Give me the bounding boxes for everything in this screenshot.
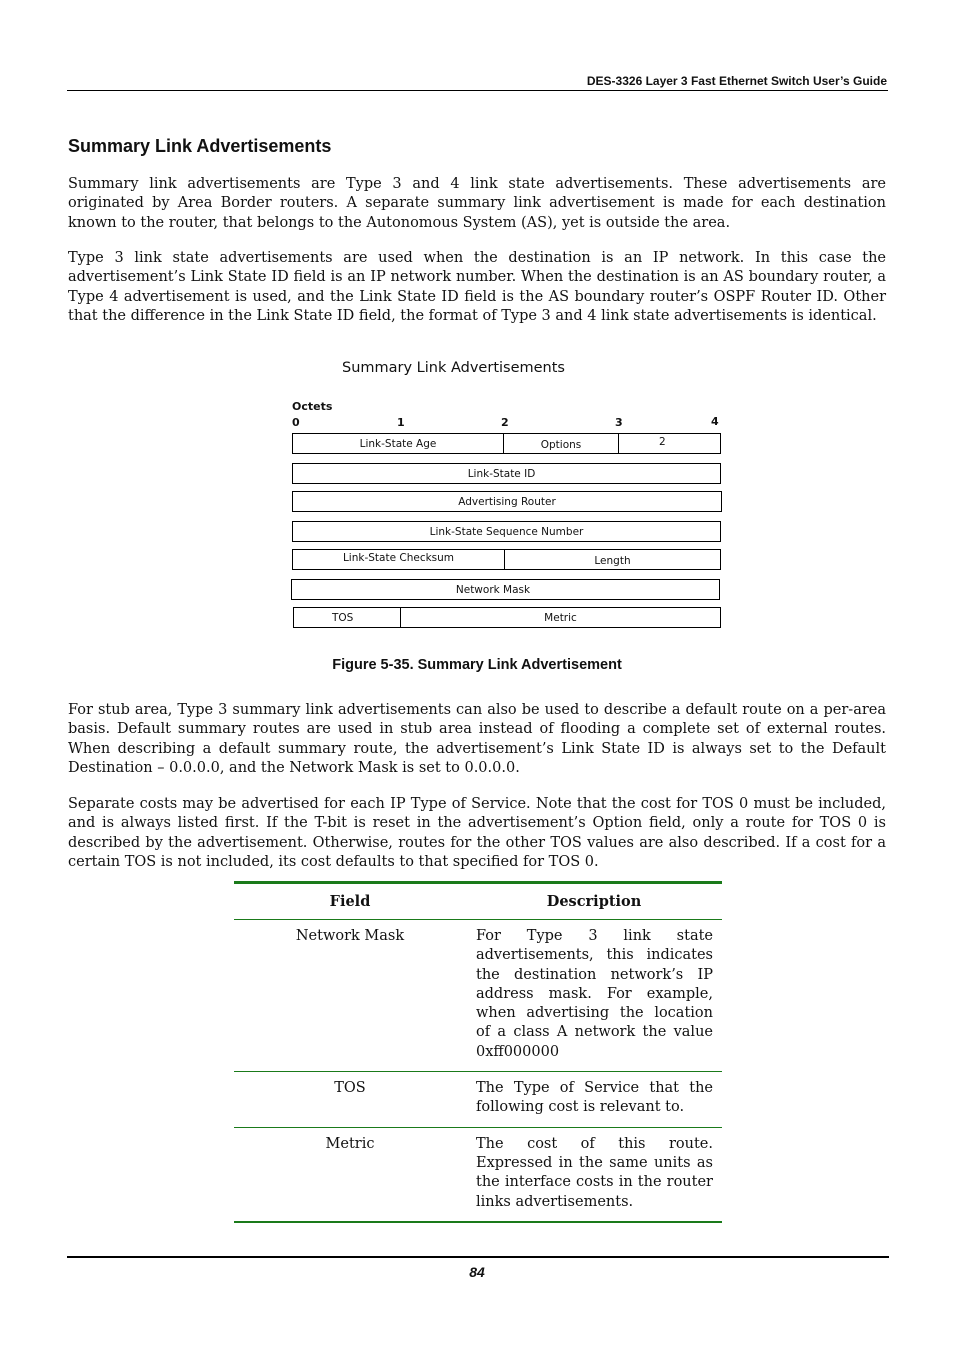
- page-number: 84: [469, 1264, 485, 1280]
- field-options: Options: [503, 434, 618, 453]
- field-link-state-age: Link-State Age: [359, 437, 437, 450]
- diagram-title: Summary Link Advertisements: [342, 360, 565, 376]
- diagram-row-checksum-length: [292, 549, 721, 570]
- field-advertising-router: Advertising Router: [458, 495, 556, 508]
- octet-tick-3: 3: [615, 416, 623, 429]
- diagram-row-sequence-number: [292, 521, 721, 542]
- field-network-mask: Network Mask: [455, 583, 531, 596]
- paragraph-intro: Summary link advertisements are Type 3 and 4 link state advertisements. These advertisements are originated by Area Border routers. A separate summary link advertisement is made for each destination known to the router, that belongs to the Autonomous System (AS), yet is outside the area.: [68, 176, 886, 231]
- diagram-row-tos-metric: [293, 607, 721, 628]
- table-cell-description: The Type of Service that the following cost is relevant to.: [476, 1080, 713, 1116]
- table-bottom-rule: [234, 1221, 722, 1223]
- field-ls-type: 2: [618, 434, 720, 453]
- field-tos: TOS: [332, 611, 354, 624]
- table-cell-description: For Type 3 link state advertisements, this indicates the destination network’s IP address mask. For example, when advertising the location of a class A network the value 0xff000000: [476, 928, 713, 1060]
- field-length: Length: [504, 550, 720, 569]
- field-sequence-number: Link-State Sequence Number: [429, 525, 584, 538]
- diagram-row-link-state-id: [292, 463, 721, 484]
- paragraph-stub-area: For stub area, Type 3 summary link advertisements can also be used to describe a default route on a per-area basis. Default summary routes are used in stub area instead of flooding a complete set of external routes. When describing a default summary route, the advertisement’s Link State ID is always set to the Default Destination – 0.0.0.0, and the Network Mask is set to 0.0.0.0.: [68, 702, 886, 776]
- field-checksum: Link-State Checksum: [342, 551, 455, 564]
- table-row: [234, 1128, 722, 1221]
- octet-tick-2: 2: [501, 416, 509, 429]
- diagram-row-network-mask: [291, 579, 720, 600]
- header-rule: [67, 90, 888, 91]
- table-cell-field: Network Mask: [295, 928, 405, 944]
- field-link-state-id: Link-State ID: [467, 467, 536, 480]
- table-row: [234, 1072, 722, 1128]
- octet-tick-4: 4: [711, 415, 719, 428]
- field-metric: Metric: [400, 608, 720, 627]
- section-title: Summary Link Advertisements: [68, 136, 332, 156]
- table-row: [234, 920, 722, 1072]
- figure-caption: Figure 5-35. Summary Link Advertisement: [332, 657, 622, 673]
- diagram-row-age-options-type: [292, 433, 721, 454]
- paragraph-type3-type4: Type 3 link state advertisements are used when the destination is an IP network. In this case the advertisement’s Link State ID field is an IP network number. When the destination is an AS boundary router, a Type 4 advertisement is used, and the Link State ID field is the AS boundary router’s OSPF Router ID. Other that the difference in the Link State ID field, the format of Type 3 and 4 link state advertisements is identical.: [68, 250, 886, 324]
- running-header: DES-3326 Layer 3 Fast Ethernet Switch User’s Guide: [586, 74, 887, 88]
- octets-label: Octets: [292, 400, 333, 413]
- table-cell-description: The cost of this route. Expressed in the same units as the interface costs in the router links advertisements.: [476, 1135, 713, 1210]
- table-cell-field: Metric: [325, 1135, 375, 1152]
- octet-tick-0: 0: [292, 416, 300, 429]
- footer-rule: [67, 1256, 889, 1258]
- table-header-row: [234, 884, 722, 920]
- table-header-field: Field: [329, 893, 371, 910]
- paragraph-tos-costs: Separate costs may be advertised for each IP Type of Service. Note that the cost for TOS 0 must be included, and is always listed first. If the T-bit is reset in the advertisement’s Option field, only a route for TOS 0 is described by the advertisement. Otherwise, routes for the other TOS values are also described. If a cost for a certain TOS is not included, its cost defaults to that specified for TOS 0.: [68, 796, 886, 870]
- table-header-description: Description: [546, 893, 642, 910]
- field-description-table: [234, 881, 722, 1223]
- diagram-row-advertising-router: [292, 491, 722, 512]
- table-cell-field: TOS: [334, 1080, 366, 1097]
- octet-tick-1: 1: [397, 416, 405, 429]
